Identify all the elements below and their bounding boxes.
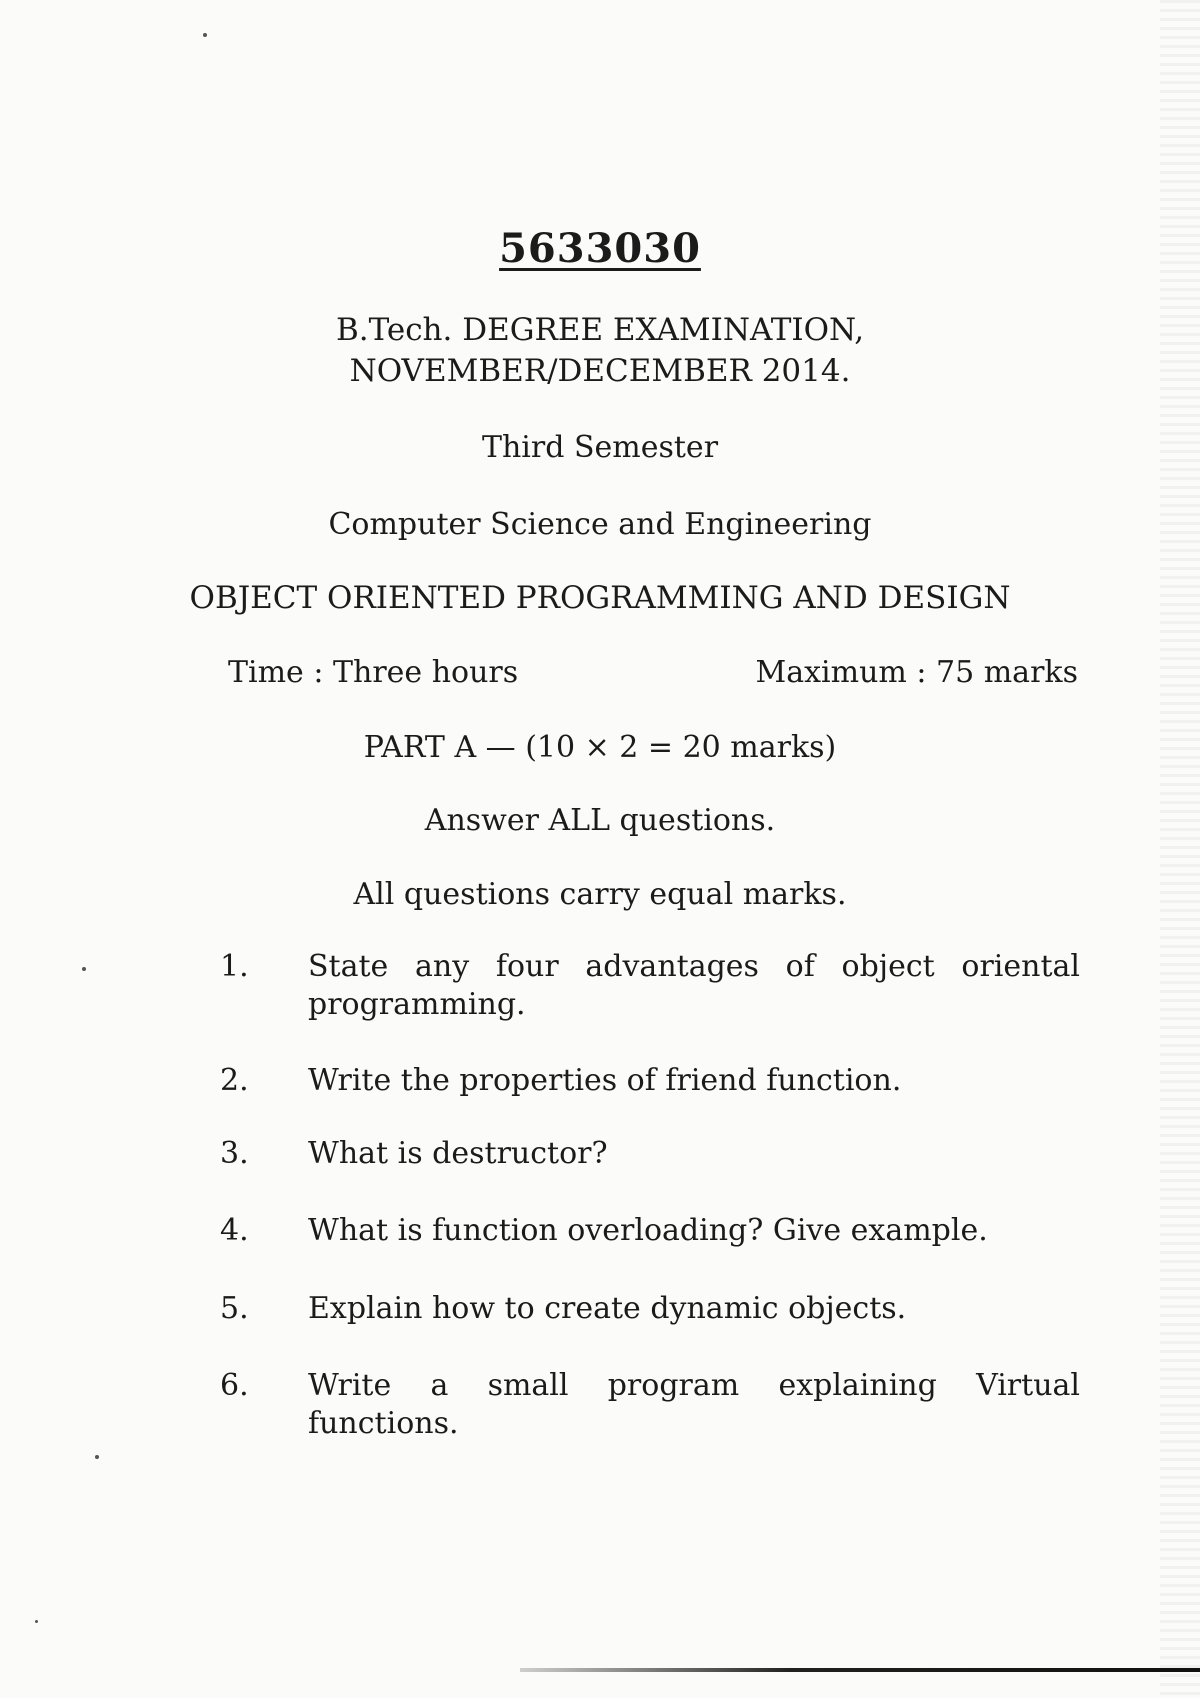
question-number: 3. (220, 1136, 249, 1171)
maximum-marks: Maximum : 75 marks (755, 655, 1078, 690)
question-text: What is destructor? (308, 1136, 608, 1171)
question-text: Write a small program explaining Virtual functions. (308, 1368, 1080, 1441)
scan-speck (95, 1455, 99, 1459)
question-number: 5. (220, 1291, 249, 1326)
scan-speck (203, 33, 207, 37)
question-text: What is function overloading? Give example. (308, 1213, 988, 1248)
subject-title: OBJECT ORIENTED PROGRAMMING AND DESIGN (189, 580, 1011, 616)
scan-speck (82, 967, 86, 971)
question-text: Explain how to create dynamic objects. (308, 1291, 907, 1326)
question-text: Write the properties of friend function. (308, 1063, 902, 1098)
semester: Third Semester (481, 430, 719, 465)
question-number: 6. (220, 1368, 249, 1403)
paper-code: 5633030 (499, 225, 701, 272)
exam-title-line1: B.Tech. DEGREE EXAMINATION, (335, 312, 865, 348)
scan-bottom-edge (520, 1668, 1200, 1672)
question-number: 1. (220, 949, 249, 984)
question-number: 4. (220, 1213, 249, 1248)
question-text: State any four advantages of object oriental programming. (308, 949, 1080, 1022)
exam-duration: Time : Three hours (228, 655, 519, 690)
part-a-heading: PART A — (10 × 2 = 20 marks) (363, 730, 837, 765)
instruction-equal-marks: All questions carry equal marks. (353, 877, 847, 912)
department: Computer Science and Engineering (328, 507, 872, 542)
question-number: 2. (220, 1063, 249, 1098)
instruction-answer-all: Answer ALL questions. (424, 803, 776, 838)
scan-speck (35, 1620, 38, 1623)
exam-title-line2: NOVEMBER/DECEMBER 2014. (349, 353, 851, 389)
